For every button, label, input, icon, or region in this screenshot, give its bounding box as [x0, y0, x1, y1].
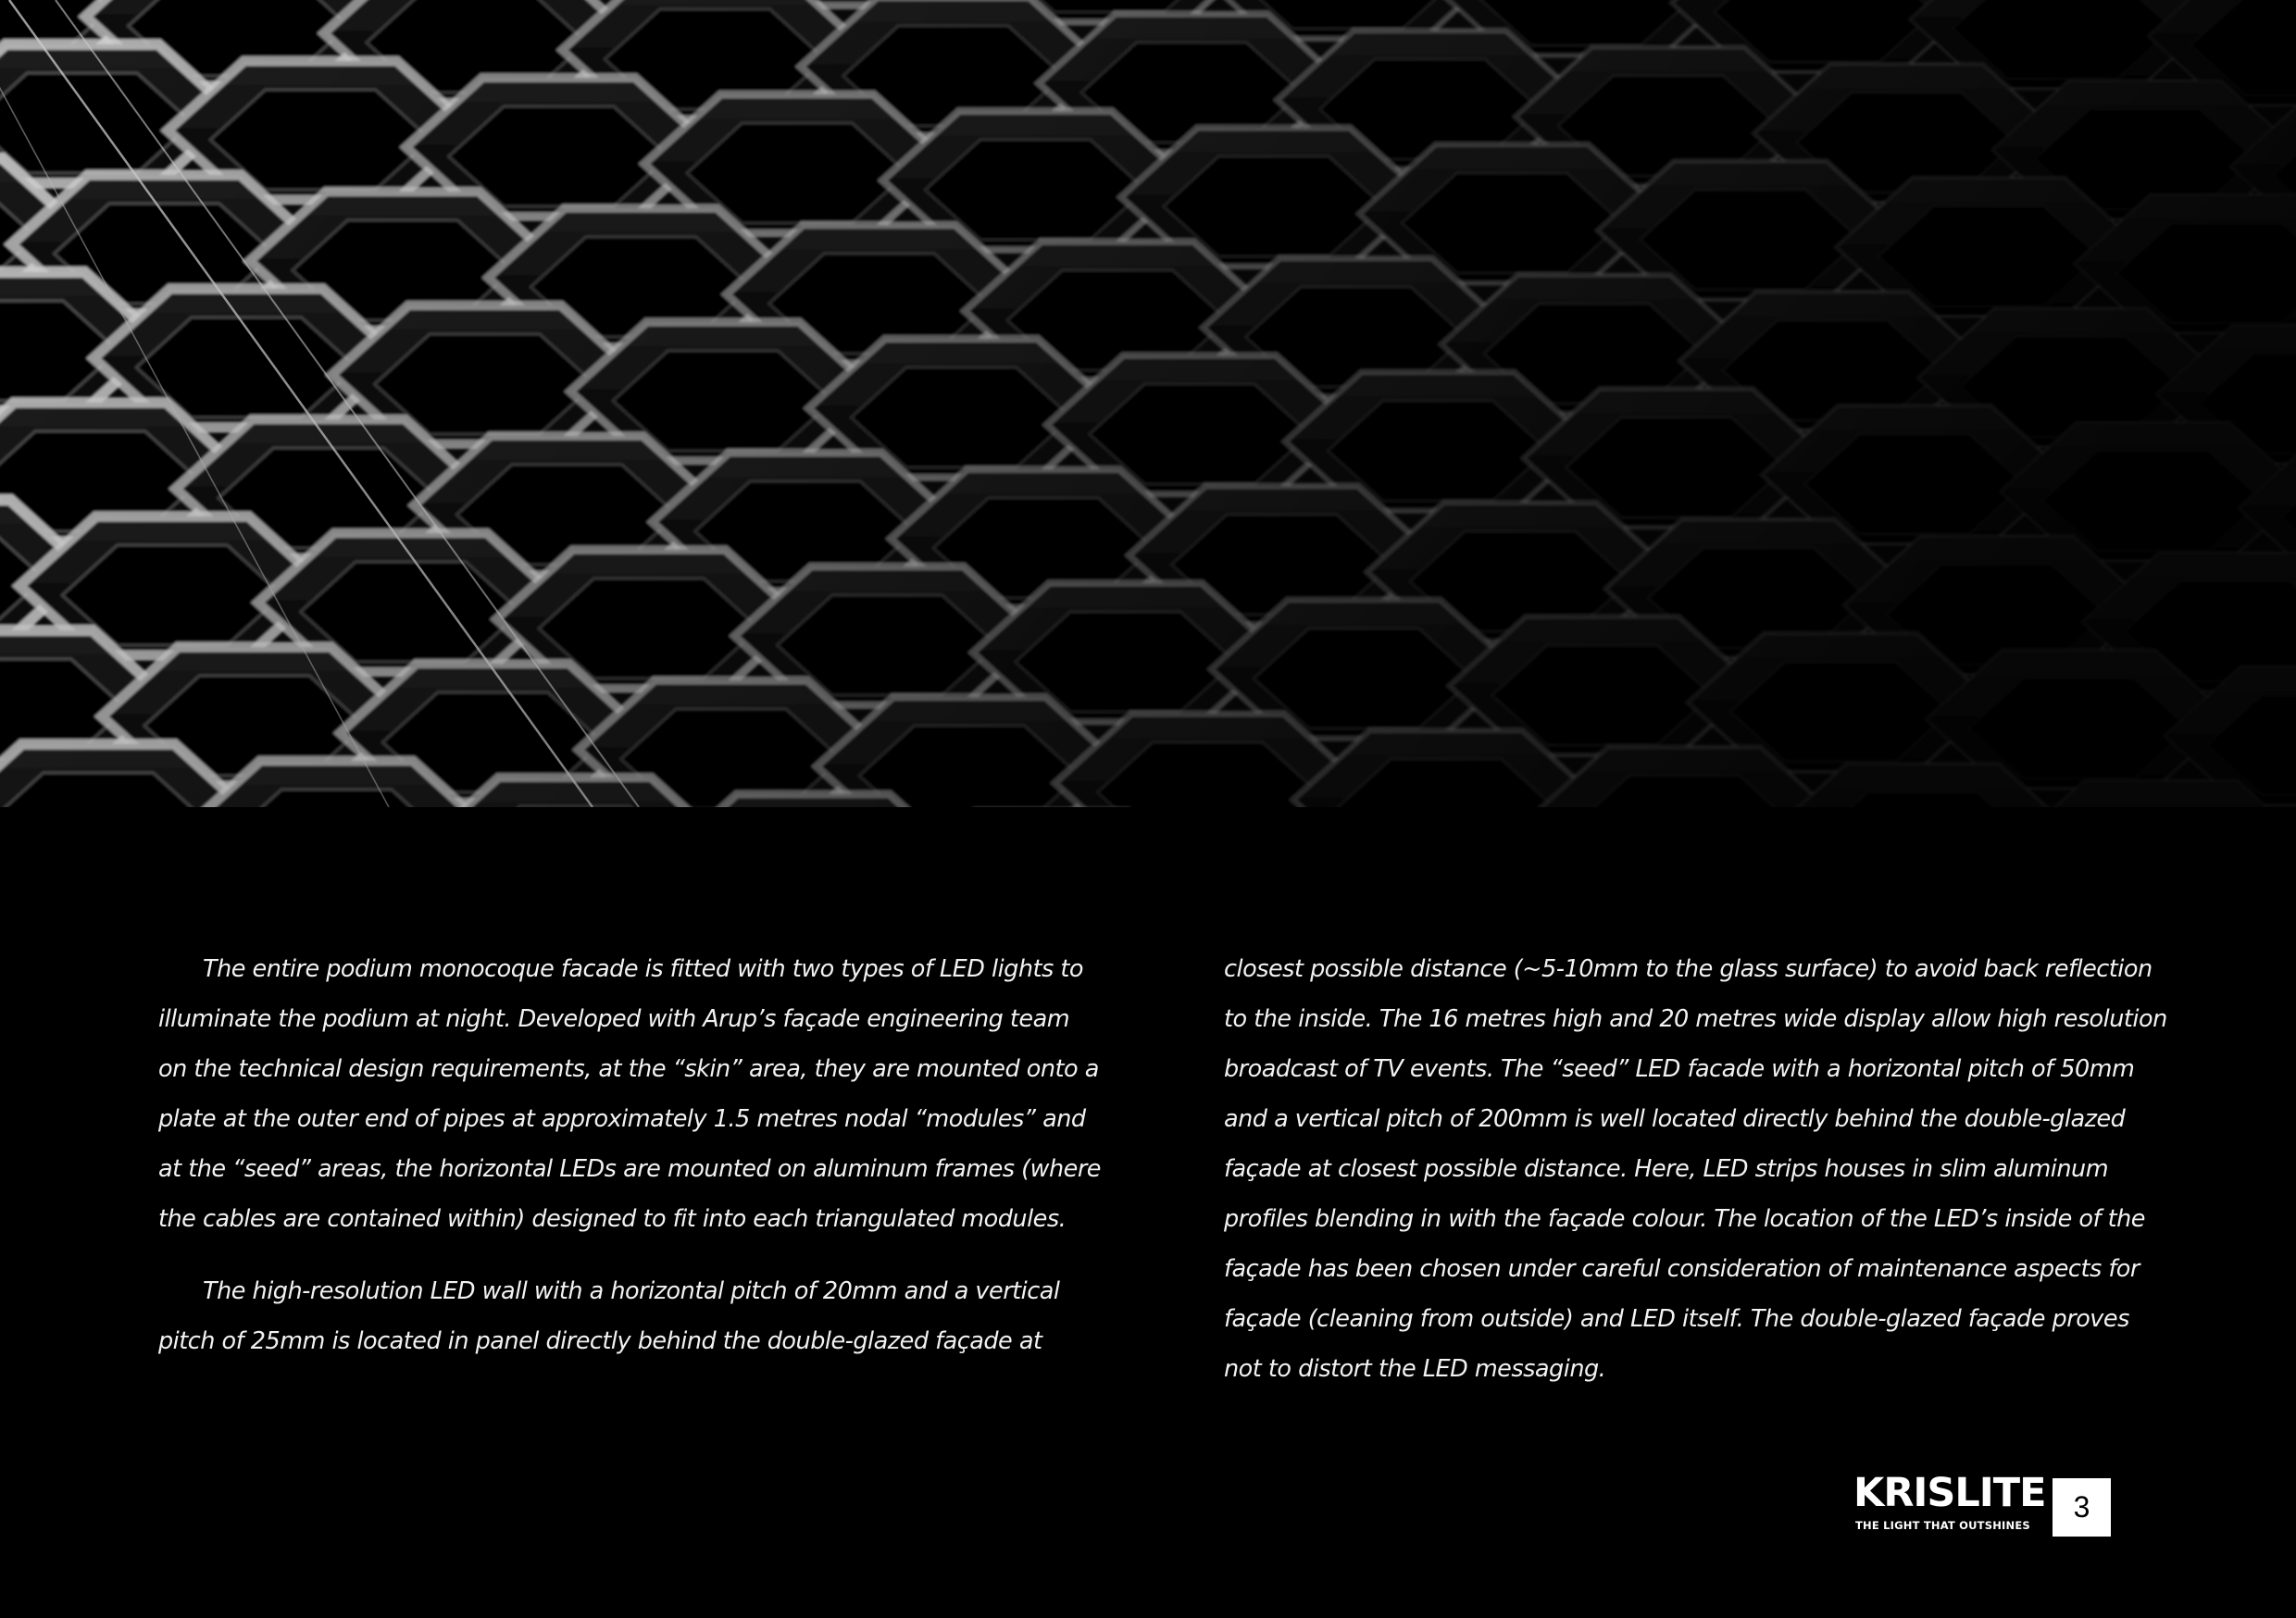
right-text-column [1224, 944, 2168, 1416]
paragraph-led-continued: closest possible distance (~5-10mm to the glass surface) to avoid back reflection to the inside. The 16 metres high and 20 metres wide display allow high resolution broadcast of TV events. The “seed” LED facade with a horizontal pitch of 50mm and a vertical pitch of 200mm is well located directly behind the double-glazed façade at closest possible distance. Here, LED strips houses in slim aluminum profiles blending in with the façade colour. The location of the LED’s inside of the façade has been chosen under careful consideration of maintenance aspects for façade (cleaning from outside) and LED itself. The double-glazed façade proves not to distort the LED messaging. [1224, 955, 2167, 1383]
left-text-column [158, 944, 1103, 1388]
paragraph-led-lights: The entire podium monocoque facade is fitted with two types of LED lights to illuminate the podium at night. Developed with Arup’s façade engineering team on the technical design requirements, at the “skin” area, they are mounted onto a plate at the outer end of pipes at approximately 1.5 metres nodal “modules” and at the “seed” areas, the horizontal LEDs are mounted on aluminum frames (where the cables are contained within) designed to fit into each triangulated modules. [158, 955, 1101, 1233]
brand-logo [1842, 1470, 2046, 1537]
hexagonal-facade-image [0, 0, 2296, 807]
hero-photo [0, 0, 2296, 807]
brand-tagline: THE LIGHT THAT OUTSHINES [1855, 1519, 2030, 1532]
paragraph-led-wall: The high-resolution LED wall with a horizontal pitch of 20mm and a vertical pitch of 25mm is located in panel directly behind the double-glazed façade at [158, 1277, 1060, 1355]
page-number: 3 [2053, 1478, 2111, 1537]
brand-name: KRISLITE [1853, 1470, 2046, 1516]
